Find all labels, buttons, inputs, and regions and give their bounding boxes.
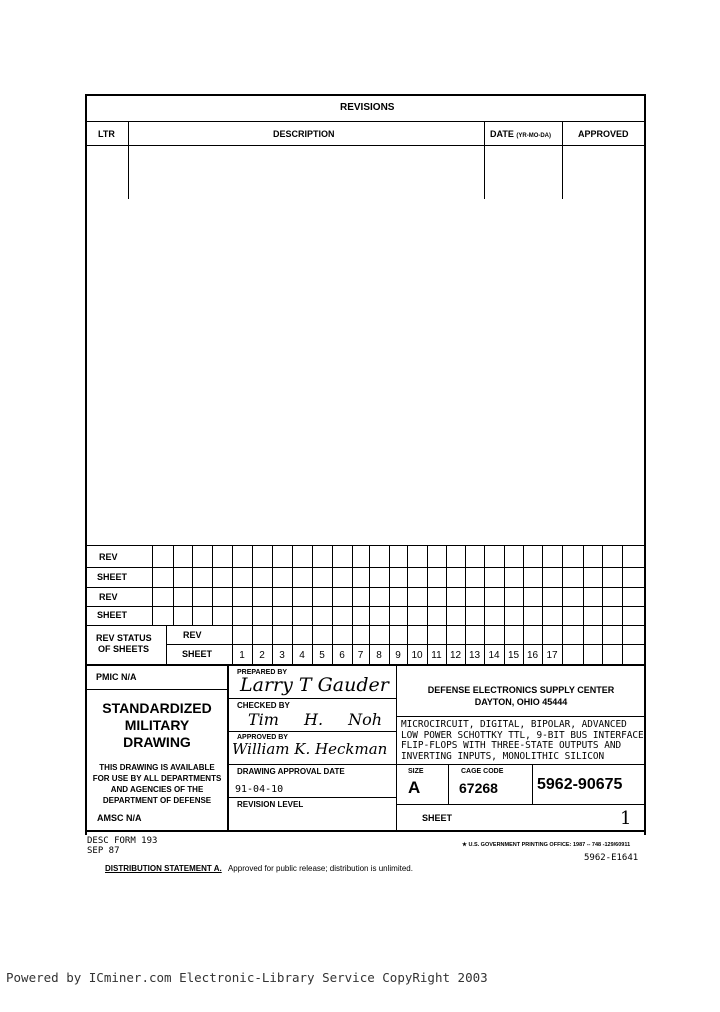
sheet-number: 9 <box>395 650 401 661</box>
sheet-number: 11 <box>431 650 442 661</box>
rev-label-status: REV <box>183 630 202 640</box>
powered-by-footer: Powered by ICminer.com Electronic-Library Service CopyRight 2003 <box>6 970 488 985</box>
revision-level-label: REVISION LEVEL <box>237 800 304 809</box>
amsc-label: AMSC N/A <box>97 813 142 823</box>
checked-by-label: CHECKED BY <box>237 701 290 710</box>
sheet-number: 6 <box>339 650 345 661</box>
col-description: DESCRIPTION <box>273 129 335 139</box>
cage-code-label: CAGE CODE <box>461 768 504 775</box>
sheet-number: 3 <box>279 650 285 661</box>
rev-status-label-2: OF SHEETS <box>98 644 150 654</box>
sheet-number: 14 <box>488 650 500 661</box>
sheet-label-2: SHEET <box>97 610 128 620</box>
sheet-number: 13 <box>468 650 481 661</box>
drawing-description: MICROCIRCUIT, DIGITAL, BIPOLAR, ADVANCED LOW POWER SCHOTTKY TTL, 9-BIT BUS INTERFACE FLIP-FLOPS WITH THREE-STATE OUTPUTS AND INVERTING INPUTS, MONOLITHIC SILICON <box>401 720 644 762</box>
sheet-number-value: 1 <box>620 808 632 829</box>
document-code: 5962-E1641 <box>584 853 639 863</box>
pmic-label: PMIC N/A <box>96 672 137 682</box>
col-ltr: LTR <box>98 129 115 139</box>
form-number: DESC FORM 193 SEP 87 <box>87 836 158 856</box>
rev-label-2: REV <box>99 592 118 602</box>
col-approved: APPROVED <box>578 129 629 139</box>
sheet-number: 5 <box>319 650 325 661</box>
sheet-number: 8 <box>376 650 382 661</box>
cage-code-value: 67268 <box>459 780 498 796</box>
approval-date-label: DRAWING APPROVAL DATE <box>237 767 345 776</box>
sheet-number: 4 <box>299 650 305 661</box>
distribution-statement: DISTRIBUTION STATEMENT A. Approved for public release; distribution is unlimited. <box>105 864 413 873</box>
document-number: 5962-90675 <box>537 776 623 793</box>
sheet-number: 12 <box>449 650 462 661</box>
revisions-title: REVISIONS <box>340 102 395 113</box>
prepared-by-signature: Larry T Gauder <box>240 674 389 696</box>
sheet-number: 7 <box>357 650 364 661</box>
availability-notice: THIS DRAWING IS AVAILABLE FOR USE BY ALL DEPARTMENTS AND AGENCIES OF THE DEPARTMENT OF DEFENSE <box>92 763 222 805</box>
approved-by-label: APPROVED BY <box>237 734 288 741</box>
col-date: DATE (YR-MO-DA) <box>490 129 552 139</box>
standardized-military-drawing-title: STANDARDIZED MILITARY DRAWING <box>102 700 212 750</box>
size-label: SIZE <box>408 768 424 775</box>
sheet-number: 15 <box>507 650 520 661</box>
approved-by-signature: William K. Heckman <box>232 740 388 758</box>
approval-date-value: 91-04-10 <box>235 784 284 795</box>
sheet-number: 1 <box>239 650 245 661</box>
center-address: DEFENSE ELECTRONICS SUPPLY CENTER DAYTON, OHIO 45444 <box>427 685 615 707</box>
size-value: A <box>408 778 421 797</box>
checked-by-signature: Tim H. Noh <box>248 710 383 729</box>
prepared-by-label: PREPARED BY <box>237 669 288 676</box>
sheet-label: SHEET <box>422 813 453 823</box>
gpo-notice: ★ U.S. GOVERNMENT PRINTING OFFICE: 1987 -- 748 -129/60911 <box>462 842 631 848</box>
rev-status-label-1: REV STATUS <box>96 633 152 643</box>
sheet-number: 17 <box>546 650 558 661</box>
sheet-number: 16 <box>526 650 539 661</box>
sheet-label-status: SHEET <box>182 649 213 659</box>
sheet-label-1: SHEET <box>97 572 128 582</box>
sheet-number: 10 <box>411 650 423 661</box>
rev-label-1: REV <box>99 552 118 562</box>
sheet-number: 2 <box>259 650 265 661</box>
